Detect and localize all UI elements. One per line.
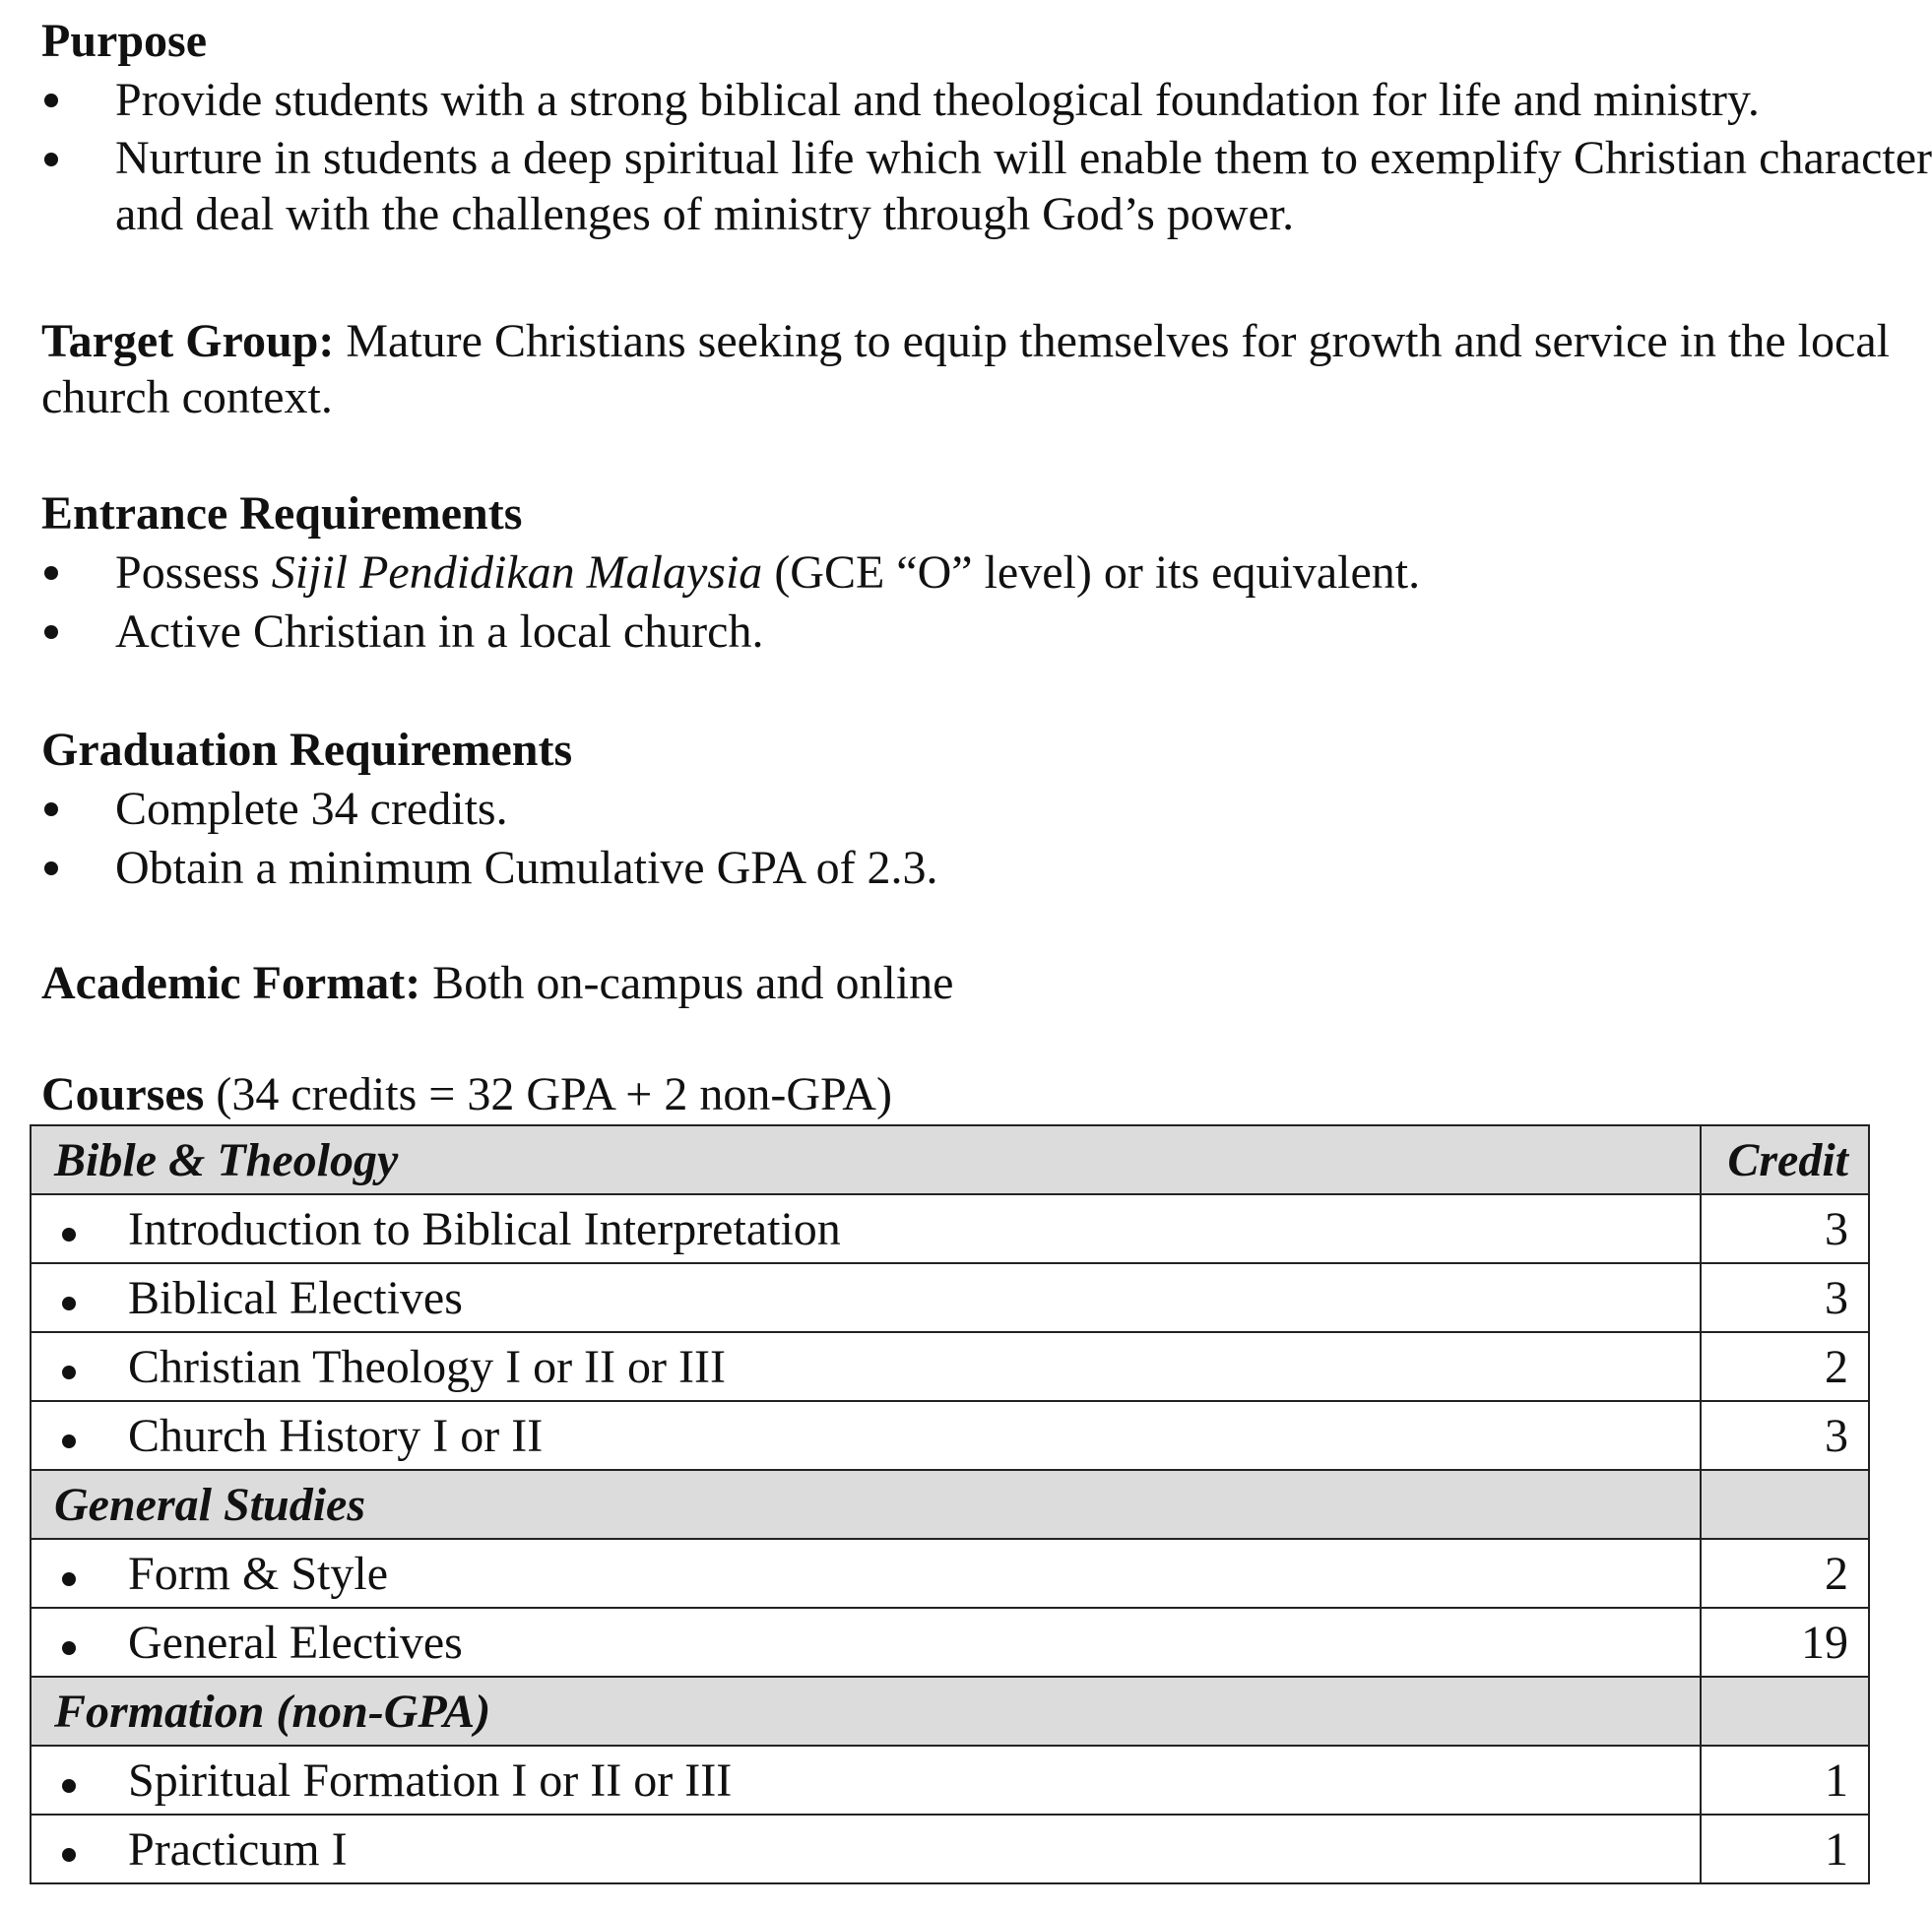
- target-group-text: Mature Christians seeking to equip themselves for growth and service in the local church context.: [41, 315, 1890, 423]
- courses-title: [41, 1066, 1893, 1122]
- entrance-item-suffix: (GCE “O” level) or its equivalent.: [762, 546, 1421, 599]
- course-credit: 3: [1701, 1263, 1869, 1332]
- table-row: [31, 1608, 1869, 1677]
- graduation-item-text: Obtain a minimum Cumulative GPA of 2.3.: [115, 842, 938, 894]
- course-name: Christian Theology I or II or III: [128, 1340, 726, 1393]
- academic-format-text: Both on-campus and online: [420, 957, 954, 1009]
- table-row: [31, 1539, 1869, 1608]
- courses-label: Courses: [41, 1068, 205, 1120]
- entrance-heading: Entrance Requirements: [41, 487, 523, 540]
- table-row: [31, 1263, 1869, 1332]
- entrance-item-text: Active Christian in a local church.: [115, 605, 764, 658]
- bullet-icon: [62, 1228, 76, 1242]
- academic-format-paragraph: [41, 955, 1893, 1011]
- purpose-item-text: Provide students with a strong biblical and theological foundation for life and ministry.: [115, 74, 1760, 126]
- category-row: [31, 1677, 1869, 1746]
- category-name: Bible & Theology: [31, 1125, 1701, 1194]
- course-credit: 3: [1701, 1194, 1869, 1263]
- course-name: Introduction to Biblical Interpretation: [128, 1202, 841, 1255]
- bullet-icon: [44, 566, 58, 580]
- bullet-icon: [62, 1779, 76, 1793]
- list-item: [41, 130, 1932, 242]
- list-item: [41, 839, 1893, 898]
- credit-header: Credit: [1701, 1125, 1869, 1194]
- entrance-item-italic: Sijil Pendidikan Malaysia: [271, 546, 763, 599]
- category-name: General Studies: [31, 1470, 1701, 1539]
- bullet-icon: [62, 1434, 76, 1448]
- list-item: [41, 543, 1893, 603]
- course-credit: 2: [1701, 1539, 1869, 1608]
- category-row: [31, 1470, 1869, 1539]
- purpose-list: [41, 71, 1932, 242]
- course-name: Form & Style: [128, 1547, 389, 1600]
- course-name: Practicum I: [128, 1822, 348, 1876]
- bullet-icon: [62, 1641, 76, 1655]
- purpose-section: [41, 12, 1932, 242]
- table-row: [31, 1194, 1869, 1263]
- category-row: [31, 1125, 1869, 1194]
- course-credit: 2: [1701, 1332, 1869, 1401]
- course-name: General Electives: [128, 1616, 463, 1669]
- bullet-icon: [62, 1572, 76, 1586]
- category-credit-cell: [1701, 1470, 1869, 1539]
- category-name: Formation (non-GPA): [31, 1677, 1701, 1746]
- table-row: [31, 1332, 1869, 1401]
- table-row: [31, 1401, 1869, 1470]
- courses-section: [41, 1066, 1893, 1122]
- bullet-icon: [44, 861, 58, 875]
- courses-table: [30, 1124, 1870, 1884]
- bullet-icon: [62, 1366, 76, 1379]
- bullet-icon: [44, 802, 58, 816]
- table-row: [31, 1746, 1869, 1815]
- course-credit: 1: [1701, 1746, 1869, 1815]
- list-item: [41, 780, 1893, 839]
- bullet-icon: [62, 1848, 76, 1862]
- entrance-item-prefix: Possess: [115, 546, 272, 599]
- entrance-list: [41, 543, 1893, 662]
- target-group-label: Target Group:: [41, 315, 335, 367]
- courses-note: (34 credits = 32 GPA + 2 non-GPA): [204, 1068, 892, 1120]
- category-credit-cell: [1701, 1677, 1869, 1746]
- bullet-icon: [44, 94, 58, 107]
- entrance-requirements-section: [41, 484, 1893, 662]
- list-item: [41, 71, 1932, 130]
- list-item: [41, 603, 1893, 662]
- graduation-item-text: Complete 34 credits.: [115, 783, 508, 835]
- bullet-icon: [44, 153, 58, 166]
- course-name: Biblical Electives: [128, 1271, 463, 1324]
- purpose-heading: Purpose: [41, 15, 207, 67]
- course-name: Church History I or II: [128, 1409, 544, 1462]
- table-row: [31, 1815, 1869, 1883]
- academic-format-label: Academic Format:: [41, 957, 421, 1009]
- target-group-section: [41, 313, 1893, 425]
- graduation-requirements-section: [41, 721, 1893, 898]
- bullet-icon: [62, 1297, 76, 1310]
- course-name: Spiritual Formation I or II or III: [128, 1753, 733, 1807]
- course-credit: 3: [1701, 1401, 1869, 1470]
- target-group-paragraph: [41, 313, 1893, 425]
- course-credit: 19: [1701, 1608, 1869, 1677]
- academic-format-section: [41, 955, 1893, 1011]
- purpose-item-text: Nurture in students a deep spiritual life which will enable them to exemplify Christian character and deal with the challenges of ministry through God’s power.: [115, 132, 1932, 240]
- course-credit: 1: [1701, 1815, 1869, 1883]
- graduation-list: [41, 780, 1893, 898]
- bullet-icon: [44, 625, 58, 639]
- graduation-heading: Graduation Requirements: [41, 724, 573, 776]
